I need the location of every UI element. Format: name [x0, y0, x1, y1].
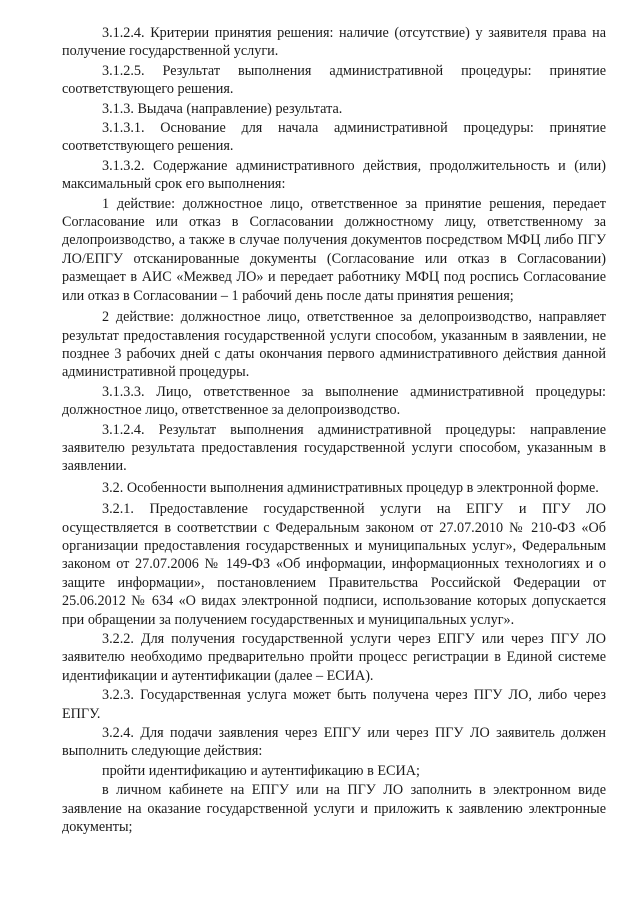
paragraph-3-2-heading: 3.2. Особенности выполнения административных процедур в электронной форме.: [102, 479, 599, 496]
paragraph-3-1-3-1-basis: 3.1.3.1. Основание для начала административной процедуры: принятие соответствующего решения.: [62, 120, 606, 155]
paragraph-3-2-2-registration: 3.2.2. Для получения государственной услуги через ЕПГУ или через ПГУ ЛО заявителю необходимо предварительно пройти процесс регистрации в Единой системе идентификации и аутентификации (далее – ЕСИА).: [62, 631, 606, 684]
paragraph-action-1: 1 действие: должностное лицо, ответственное за принятие решения, передает Согласование или отказ в Согласовании должностному лицу, ответственному за делопроизводство, а также в случае получения документов посредством МФЦ либо ПГУ ЛО/ЕПГУ отсканированные документы (Согласование или отказ в Согласовании) размещает в АИС «Межвед ЛО» и передает работнику МФЦ под роспись Согласование или отказ в Согласовании – 1 рабочий день после даты принятия решения;: [62, 195, 606, 304]
paragraph-3-1-3-2-content: 3.1.3.2. Содержание административного действия, продолжительность и (или) максимальный срок его выполнения:: [62, 157, 606, 193]
paragraph-3-2-3-channels: 3.2.3. Государственная услуга может быть получена через ПГУ ЛО, либо через ЕПГУ.: [62, 687, 606, 722]
paragraph-3-2-4-steps: 3.2.4. Для подачи заявления через ЕПГУ или через ПГУ ЛО заявитель должен выполнить следующие действия:: [62, 725, 606, 760]
paragraph-3-1-2-4-criteria: 3.1.2.4. Критерии принятия решения: наличие (отсутствие) у заявителя права на получение государственной услуги.: [62, 25, 606, 60]
paragraph-3-1-3-3-responsible: 3.1.3.3. Лицо, ответственное за выполнение административной процедуры: должностное лицо, ответственное за делопроизводство.: [62, 383, 606, 419]
paragraph-3-2-1-legal-basis: 3.2.1. Предоставление государственной услуги на ЕПГУ и ПГУ ЛО осуществляется в соответствии с Федеральным законом от 27.07.2010 № 210-ФЗ «Об организации предоставления государственных и муниципальных услуг», Федеральным законом от 27.07.2006 № 149-ФЗ «Об информации, информационных технологиях и о защите информации», постановлением Правительства Российской Федерации от 25.06.2012 № 634 «О видах электронной подписи, использование которых допускается при обращении за получением государственных и муниципальных услуг».: [62, 501, 606, 628]
paragraph-3-1-2-4-direction-result: 3.1.2.4. Результат выполнения административной процедуры: направление заявителю результата предоставления государственной услуги способом, указанным в заявлении.: [62, 421, 606, 475]
paragraph-action-2: 2 действие: должностное лицо, ответственное за делопроизводство, направляет результат предоставления государственной услуги способом, указанным в заявлении, не позднее 3 рабочих дней с даты окончания первого административного действия данной административной процедуры.: [62, 309, 606, 381]
paragraph-3-1-3-heading: 3.1.3. Выдача (направление) результата.: [102, 100, 343, 117]
document-page: [62, 24, 606, 836]
paragraph-step-personal-cabinet: в личном кабинете на ЕПГУ или на ПГУ ЛО заполнить в электронном виде заявление на оказание государственной услуги и приложить к заявлению электронные документы;: [62, 782, 606, 836]
paragraph-3-1-2-5-result: 3.1.2.5. Результат выполнения административной процедуры: принятие соответствующего решения.: [62, 62, 606, 98]
paragraph-step-esia: пройти идентификацию и аутентификацию в ЕСИА;: [102, 762, 420, 779]
